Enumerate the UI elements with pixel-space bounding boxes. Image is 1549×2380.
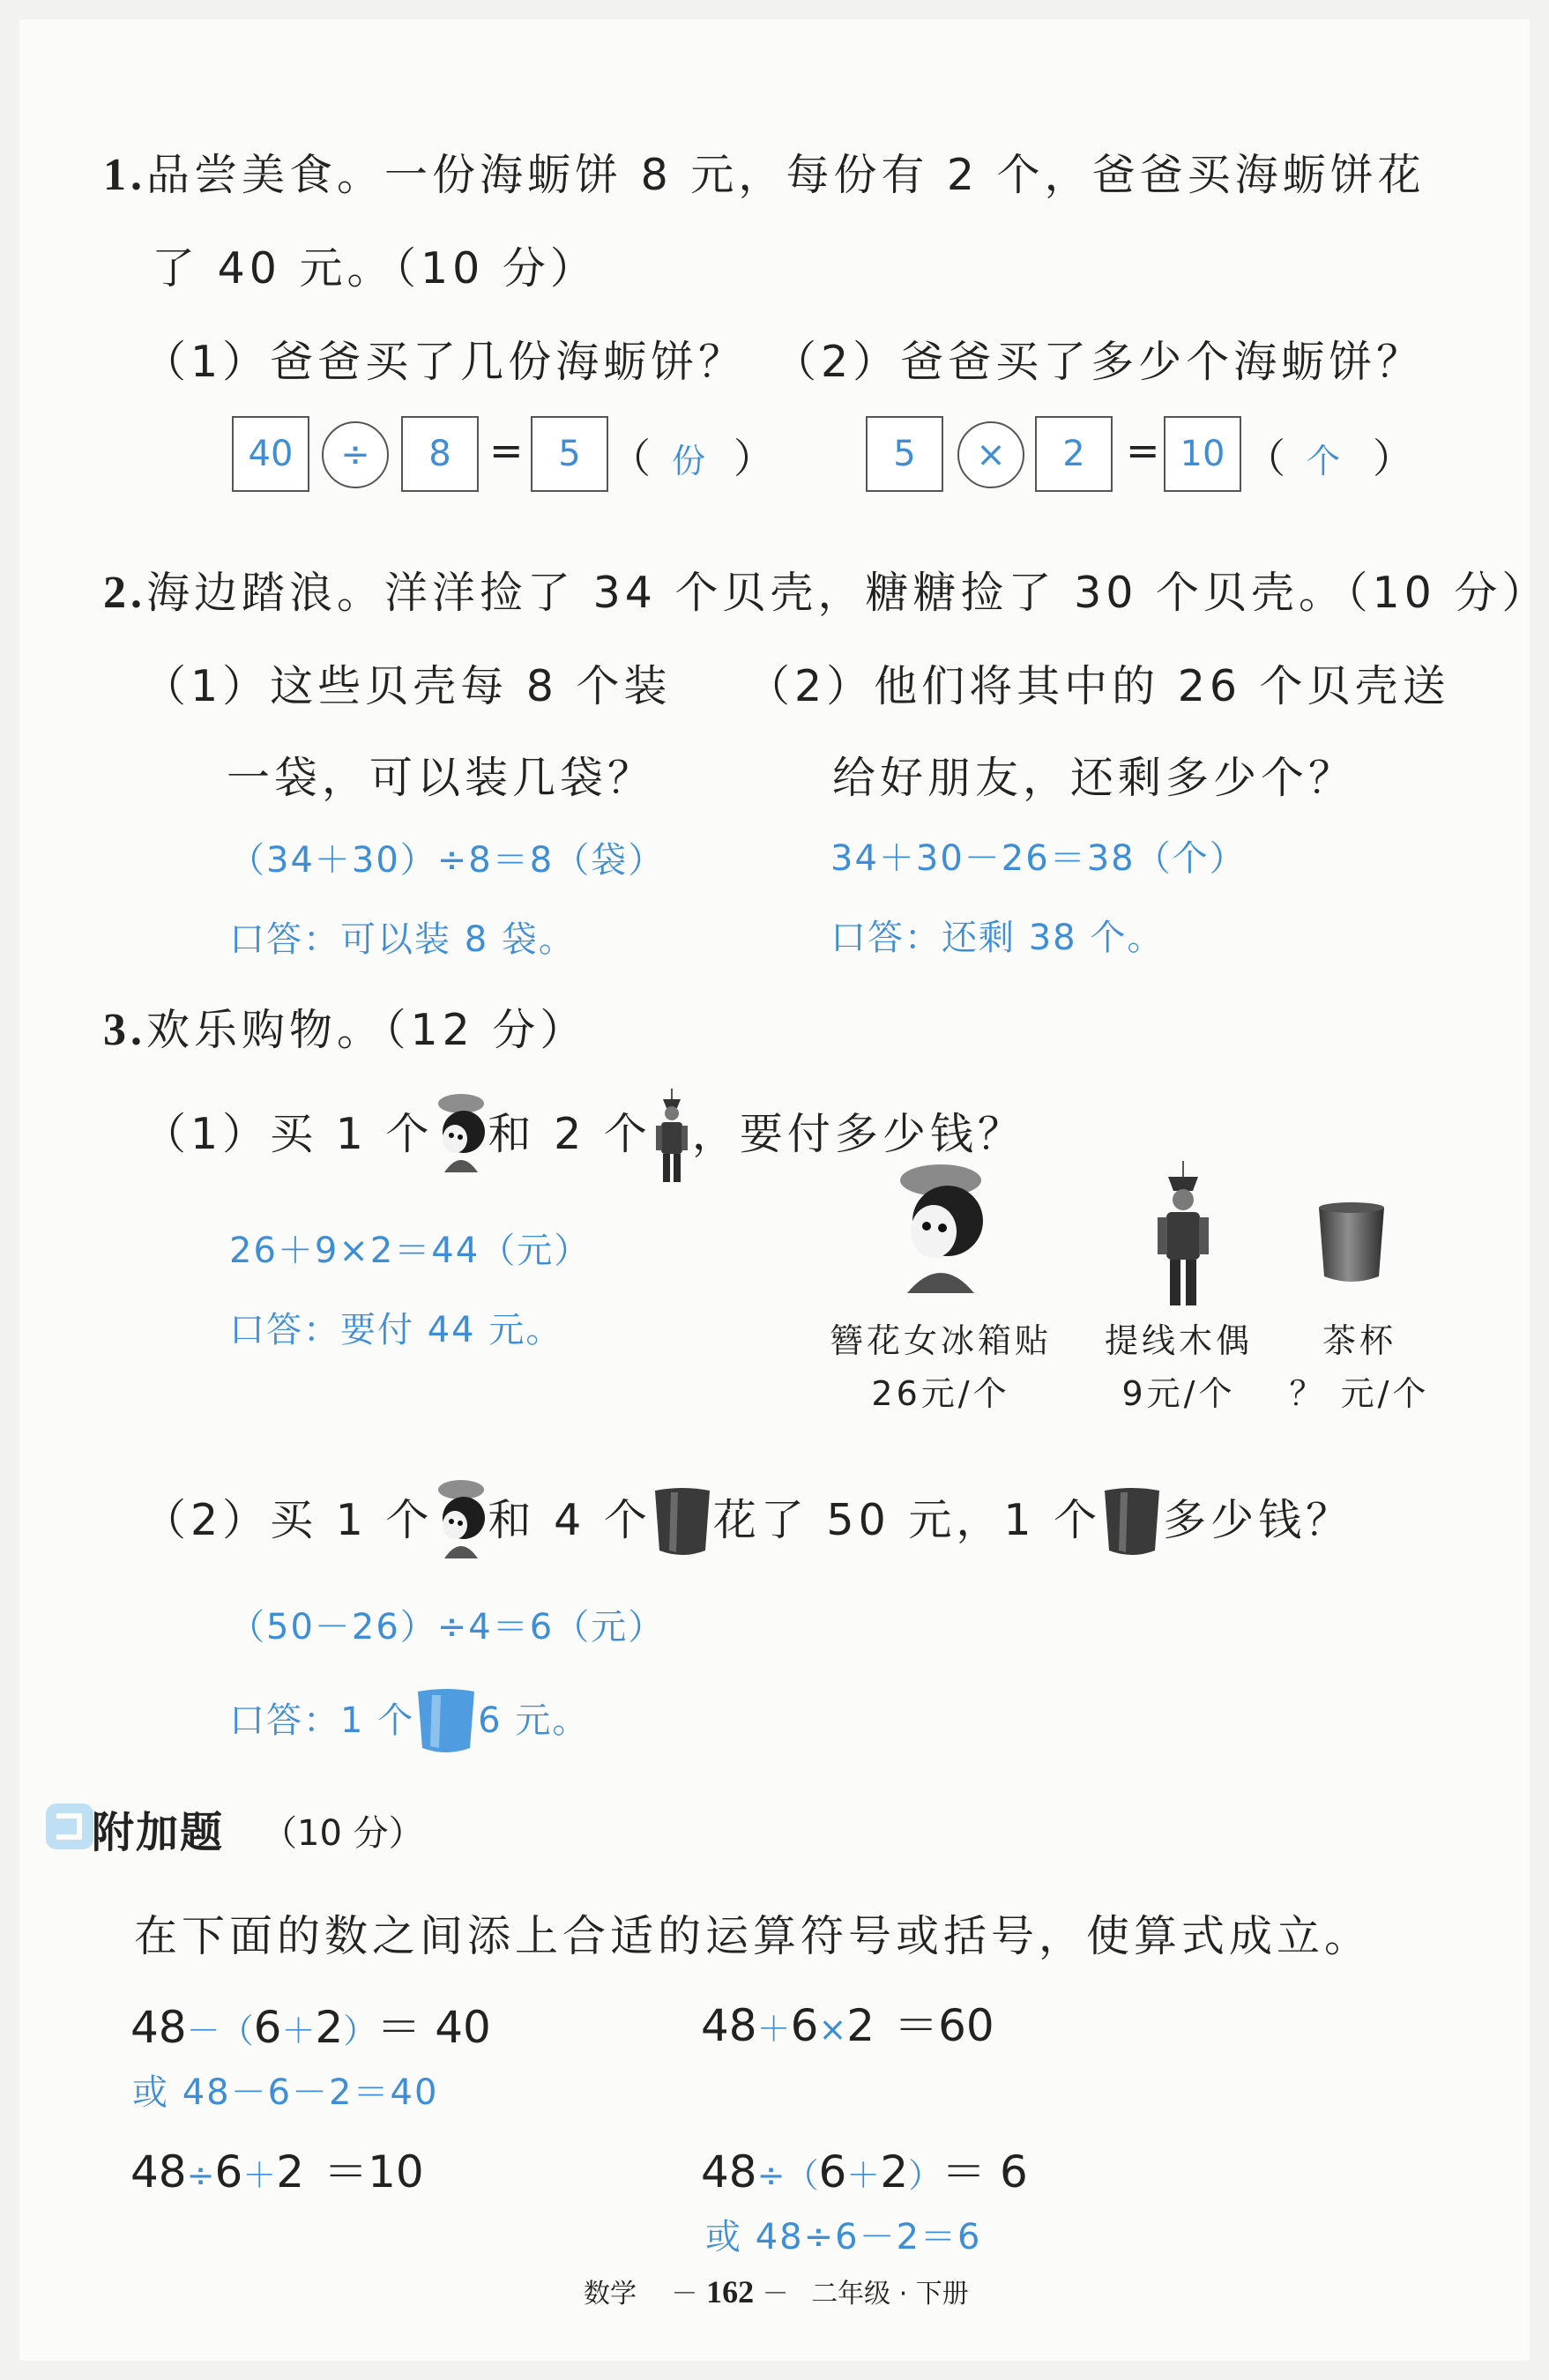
- page-footer: 数学 － 162 － 二年级 · 下册: [584, 2274, 969, 2309]
- q2-answer1-reply: 口答：可以装 8 袋。: [229, 919, 576, 960]
- item-price-puppet: 9元/个: [1121, 1374, 1236, 1413]
- q2-sub1-line2: 一袋，可以装几袋？: [227, 753, 656, 803]
- q1-eq2-equals: =: [1126, 427, 1160, 474]
- q1-eq1-equals: =: [489, 427, 524, 474]
- q1-eq1-unit: 份: [672, 442, 706, 480]
- bonus-tag-icon: [44, 1802, 95, 1851]
- puppet-image-icon: [1152, 1161, 1214, 1311]
- bonus-expression-4: 48÷（6＋2）＝ 6: [701, 2146, 1028, 2198]
- puppet-icon: [652, 1089, 692, 1186]
- q1-eq2-paren-open: （: [1245, 435, 1285, 482]
- item-price-tea-cup: ？ 元/个: [1289, 1374, 1430, 1413]
- page-number: 162: [706, 2274, 755, 2309]
- q1-eq2-box-result: 10: [1164, 416, 1241, 492]
- blue-tea-cup-icon: [414, 1686, 478, 1759]
- bonus-score: （10 分）: [262, 1813, 424, 1854]
- q3-sub1: （1）买 1 个 和 2 个 ，要付多少钱？: [143, 1086, 1025, 1186]
- q2-answer2: 34＋30－26＝38（个）: [830, 838, 1247, 879]
- q2-line1: 2.海边踏浪。洋洋捡了 34 个贝壳，糖糖捡了 30 个贝壳。（10 分）: [103, 568, 1549, 618]
- q2-answer1: （34＋30）÷8＝8（袋）: [229, 840, 666, 881]
- q1-line2: 了 40 元。（10 分）: [152, 243, 598, 294]
- item-name-tea-cup: 茶杯: [1322, 1321, 1396, 1360]
- worksheet-page: [19, 19, 1549, 2361]
- q1-eq2-paren-close: ）: [1373, 435, 1413, 482]
- q1-eq1-paren-open: （: [610, 435, 651, 482]
- q2-sub1-line1: （1）这些贝壳每 8 个装: [143, 661, 672, 711]
- item-price-fridge-magnet: 26元/个: [871, 1374, 1010, 1413]
- fridge-magnet-icon: [434, 1091, 488, 1183]
- bonus-title: 附加题: [92, 1808, 225, 1857]
- bonus-instruction: 在下面的数之间添上合适的运算符号或括号，使算式成立。: [134, 1911, 1373, 1961]
- bonus-expression-1-alt: 或 48－6－2＝40: [132, 2072, 439, 2113]
- q1-sub1: （1）爸爸买了几份海蛎饼？: [143, 337, 747, 387]
- bonus-expression-3: 48÷6＋2 ＝10: [130, 2146, 424, 2198]
- fridge-magnet-icon: [434, 1477, 488, 1569]
- q3-answer1-reply: 口答：要付 44 元。: [229, 1310, 563, 1350]
- q1-eq2-box-a: 5: [866, 416, 943, 492]
- q1-eq1-paren-close: ）: [734, 435, 774, 482]
- q1-eq2-box-b: 2: [1035, 416, 1113, 492]
- q1-eq2-unit: 个: [1307, 442, 1341, 480]
- q1-eq1-box-b: 8: [401, 416, 479, 492]
- q2-sub2-line2: 给好朋友，还剩多少个？: [832, 753, 1357, 803]
- q1-eq1-box-result: 5: [531, 416, 608, 492]
- q1-line1: 1.品尝美食。一份海蛎饼 8 元，每份有 2 个，爸爸买海蛎饼花: [103, 150, 1426, 200]
- q1-eq1-operator-circle: ÷: [322, 421, 389, 488]
- tea-cup-image-icon: [1314, 1201, 1389, 1287]
- bonus-expression-4-alt: 或 48÷6－2＝6: [705, 2217, 982, 2257]
- q2-sub2-line1: （2）他们将其中的 26 个贝壳送: [747, 661, 1450, 711]
- fridge-magnet-image-icon: [888, 1161, 994, 1302]
- q1-eq2-operator-circle: ×: [957, 421, 1024, 488]
- bonus-expression-2: 48＋6×2 ＝60: [701, 2000, 994, 2051]
- q3-answer2: （50－26）÷4＝6（元）: [229, 1607, 666, 1647]
- bonus-expression-1: 48－（6＋2）＝ 40: [130, 2002, 491, 2053]
- tea-cup-icon: [1101, 1485, 1163, 1561]
- q3-answer1: 26＋9×2＝44（元）: [229, 1231, 592, 1271]
- item-name-fridge-magnet: 簪花女冰箱贴: [829, 1321, 1052, 1360]
- q1-sub2: （2）爸爸买了多少个海蛎饼？: [773, 337, 1425, 387]
- q3-line1: 3.欢乐购物。（12 分）: [103, 1005, 588, 1055]
- q2-answer2-reply: 口答：还剩 38 个。: [830, 918, 1165, 958]
- q3-answer2-reply: 口答：1 个 6 元。: [229, 1685, 589, 1759]
- item-name-puppet: 提线木偶: [1104, 1321, 1253, 1360]
- tea-cup-icon: [652, 1485, 713, 1561]
- q1-eq1-box-a: 40: [232, 416, 309, 492]
- q3-sub2: （2）买 1 个 和 4 个 花了 50 元，1 个 多少钱？: [143, 1472, 1353, 1569]
